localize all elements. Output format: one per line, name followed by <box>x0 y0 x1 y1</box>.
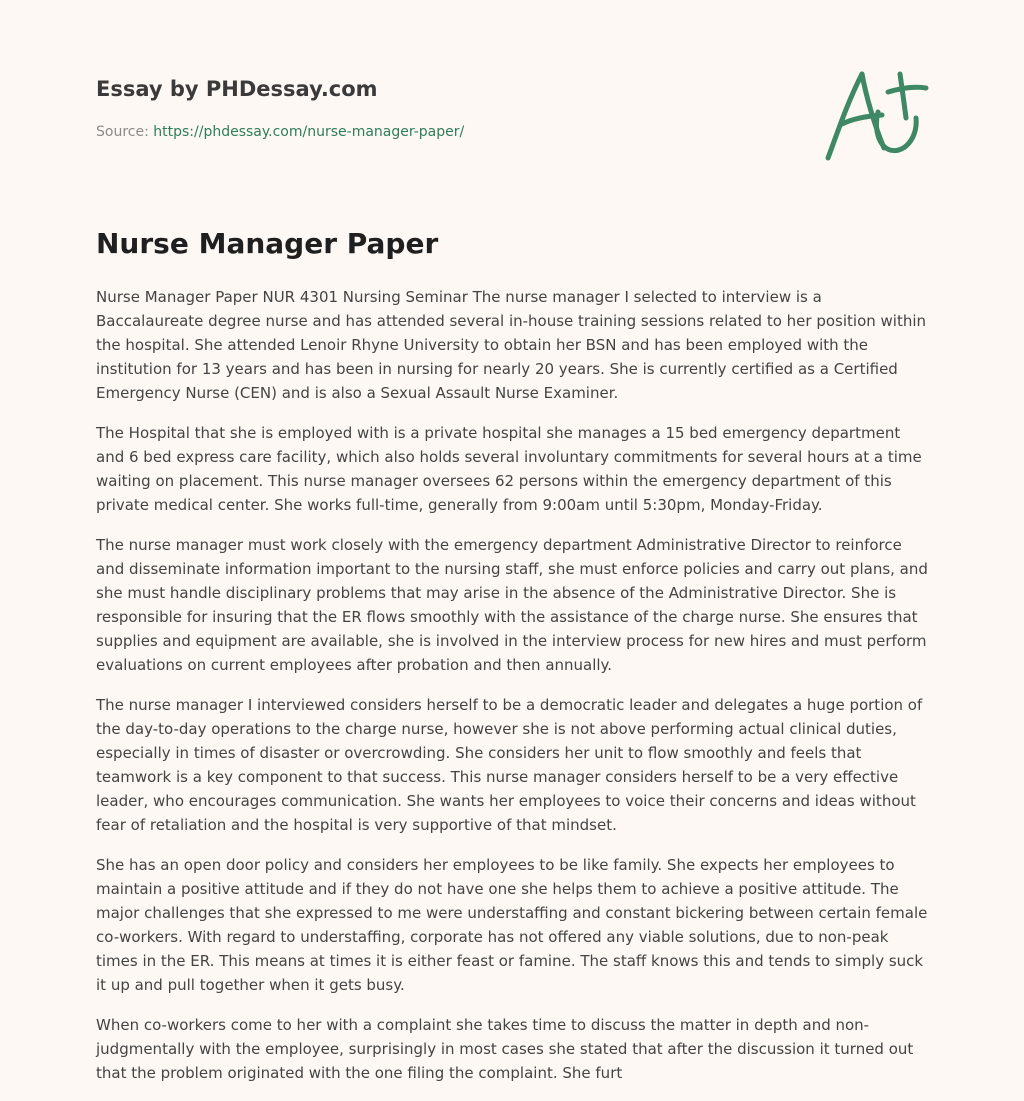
paragraph: The nurse manager must work closely with the emergency department Administrative Director to reinforce and disseminate information important to the nursing staff, she must enforce policies and carry out plans, and she must handle disciplinary problems that may arise in the absence of the Administrative Director. She is responsible for insuring that the ER flows smoothly with the assistance of the charge nurse. She ensures that supplies and equipment are available, she is involved in the interview process for new hires and must perform evaluations on current employees after probation and then annually. <box>96 536 928 674</box>
source-line <box>96 122 696 142</box>
paragraph: The Hospital that she is employed with is a private hospital she manages a 15 bed emergency department and 6 bed express care facility, which also holds several involuntary commitments for several hours at a time waiting on placement. This nurse manager oversees 62 persons within the emergency department of this private medical center. She works full-time, generally from 9:00am until 5:30pm, Monday-Friday. <box>96 424 922 514</box>
paragraph: Nurse Manager Paper NUR 4301 Nursing Seminar The nurse manager I selected to interview is a Baccalaureate degree nurse and has attended several in-house training sessions related to her position within the hospital. She attended Lenoir Rhyne University to obtain her BSN and has been employed with the institution for 13 years and has been in nursing for nearly 20 years. She is currently certified as a Certified Emergency Nurse (CEN) and is also a Sexual Assault Nurse Examiner. <box>96 288 927 402</box>
source-label: Source: <box>96 124 149 140</box>
essay-body <box>96 285 932 1101</box>
a-plus-logo-icon <box>818 66 930 166</box>
paragraph: She has an open door policy and considers her employees to be like family. She expects her employees to maintain a positive attitude and if they do not have one she helps them to achieve a positive attitude. The major challenges that she expressed to me were understaffing and constant bickering between certain female co-workers. With regard to understaffing, corporate has not offered any viable solutions, due to non-peak times in the ER. This means at times it is either feast or famine. The staff knows this and tends to simply suck it up and pull together when it gets busy. <box>96 856 928 994</box>
page-title: Nurse Manager Paper <box>96 227 439 260</box>
source-link[interactable]: https://phdessay.com/nurse-manager-paper/ <box>153 124 465 140</box>
brand-title: Essay by PHDessay.com <box>96 77 378 101</box>
essay-header <box>96 74 696 142</box>
paragraph: The nurse manager I interviewed considers herself to be a democratic leader and delegates a huge portion of the day-to-day operations to the charge nurse, however she is not above performing actual clinical duties, especially in times of disaster or overcrowding. She considers her unit to flow smoothly and feels that teamwork is a key component to that success. This nurse manager considers herself to be a very effective leader, who encourages communication. She wants her employees to voice their concerns and ideas without fear of retaliation and the hospital is very supportive of that mindset. <box>96 696 923 834</box>
paragraph: When co-workers come to her with a complaint she takes time to discuss the matter in depth and non-judgmentally with the employee, surprisingly in most cases she stated that after the discussion it turned out that the problem originated with the one filing the complaint. She furt <box>96 1016 914 1082</box>
